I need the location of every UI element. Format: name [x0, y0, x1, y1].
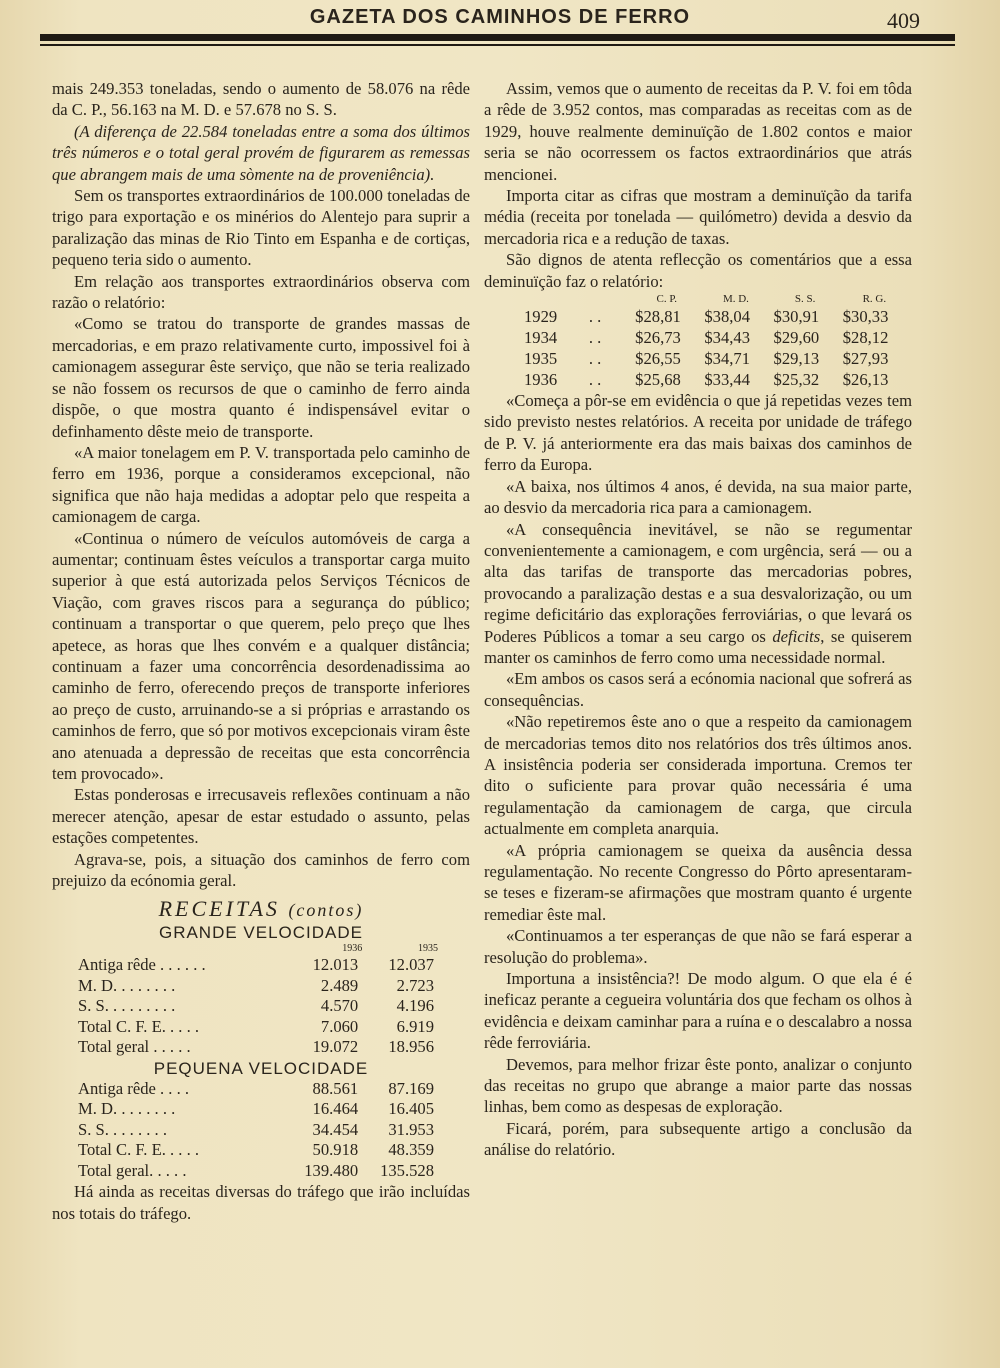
text-run: «A consequência inevitável, se não se regumentar convenientemente a camionagem, e com urgência, será — ou a alta das tarifas de transporte das mercadorias pobres, provocando a paralização destas e a sua desvalorização, ou um regime deficitário das explorações ferroviárias, o que levará os Poderes Públicos a tomar a seu cargo os [484, 519, 912, 646]
row-year: 1934 [524, 328, 558, 348]
table-row [78, 1099, 438, 1120]
pv-heading: PEQUENA VELOCIDADE [153, 1058, 369, 1078]
table-row [78, 996, 438, 1017]
value-ss: $25,32 [773, 370, 820, 390]
page-header [40, 4, 960, 48]
page-number: 409 [887, 8, 920, 33]
paragraph: Agrava-se, pois, a situação dos caminhos de ferro com prejuizo da ecónomia geral. [52, 849, 470, 891]
italic-term: deficits [772, 626, 821, 646]
paragraph: Sem os transportes extraordinários de 100.000 toneladas de trigo para exportação e os minérios do Alentejo para suprir a paralização das minas de Rio Tinto em Espanha e de cortiças, pequeno teria sido o aumento. [52, 186, 470, 270]
paragraph: mais 249.353 toneladas, sendo o aumento de 58.076 na rêde da C. P., 56.163 na M. D. e 57.678 no S. S. [52, 79, 470, 120]
table-row [524, 369, 912, 390]
leader-dots: . . [588, 349, 602, 369]
value-md: $34,71 [704, 349, 750, 369]
value-rg: $28,12 [842, 328, 889, 348]
year-header-row [78, 943, 438, 955]
receitas-unit: (contos) [288, 900, 364, 921]
value-ss: $30,91 [773, 307, 820, 327]
leader-dots: . . [588, 370, 602, 390]
value-ss: $29,60 [773, 328, 820, 348]
table-row [78, 976, 438, 997]
value-md: $33,44 [704, 370, 750, 390]
quote-paragraph: «Em ambos os casos será a ecónomia nacional que sofrerá as consequências. [484, 669, 912, 710]
row-label: Total geral . . . . . [78, 1037, 191, 1057]
table-row [78, 1017, 438, 1038]
table-row [524, 306, 912, 327]
quote-paragraph: «A própria camionagem se queixa da ausência dessa regulamentação. No recente Congresso do Pôrto apresentaram-se teses e fizeram-se afirmações que mostram quanto é urgente remediar êste mal. [484, 840, 912, 924]
table-row [78, 1120, 438, 1141]
year-b: 1935 [418, 943, 438, 955]
value-rg: $26,13 [842, 370, 889, 390]
value-cp: $28,81 [635, 307, 681, 327]
leader-dots: . . [588, 307, 602, 327]
row-label: Total C. F. E. . . . . [78, 1016, 200, 1036]
paragraph: Assim, vemos que o aumento de receitas da P. V. foi em tôda a rêde de 3.952 contos, mas comparadas as receitas com as de 1929, houve realmente deminuïção de 1.802 contos e maior seria se não ocorressem os factos extraordinários que atrás mencionei. [484, 79, 912, 184]
value-1936: 139.480 [304, 1160, 359, 1180]
table-row [78, 1140, 438, 1161]
paragraph: Devemos, para melhor frizar êste ponto, analizar o conjunto das receitas no grupo que abrange a maior parte das nossas linhas, bem como as despesas de exploração. [484, 1054, 912, 1117]
quote-paragraph: «Como se tratou do transporte de grandes massas de mercadorias, e em prazo relativamente curto, impossivel foi à camionagem assegurar êste serviço, que não se teria realizado se não fossem os recursos de que o caminho de ferro ainda dispõe, o que mostra quanto é indispensável evitar o definhamento dêste meio de transporte. [52, 314, 470, 441]
row-year: 1936 [524, 370, 558, 390]
value-1935: 135.528 [380, 1160, 434, 1180]
table-row [78, 1037, 438, 1058]
quote-paragraph: «Continuamos a ter esperanças de que não se fará esperar a resolução do problema». [484, 926, 912, 967]
value-1936: 50.918 [312, 1140, 359, 1160]
table-row [524, 348, 912, 369]
value-1936: 4.570 [320, 996, 359, 1016]
value-md: $34,43 [704, 328, 750, 348]
gv-table [78, 943, 438, 1058]
year-a: 1936 [342, 943, 363, 955]
value-md: $38,04 [704, 307, 750, 327]
value-1936: 19.072 [312, 1037, 359, 1057]
header-rule-thick [40, 34, 955, 41]
row-year: 1935 [524, 349, 558, 369]
pv-table [78, 1079, 438, 1182]
quote-paragraph: «Começa a pôr-se em evidência o que já repetidas vezes tem sido previsto nestes relatórios. A receita por unidade de tráfego de P. V. já anteriormente era das mais baixas dos caminhos de ferro da Europa. [484, 391, 912, 475]
quote-paragraph: «Continua o número de veículos automóveis de carga a aumentar; continuam êstes veículos a transportar carga muito superior à que está autorizada pelos Serviços Técnicos de Viação, com graves riscos para a segurança do público; continuam a transportar o que querem, pelo preço que lhes apetece, as horas que lhes convém e a qualquer distância; continuam a fazer uma concorrência desordenadissima ao caminho de ferro, oferecendo preços de transporte inferiores ao preço de custo, arruinando-se a si próprias e arrastando os caminhos de ferro, que só por motivos excepcionais viram êste ano atenuada a depressão de receitas que esta concorrência tem provocado». [52, 528, 470, 783]
quote-paragraph [484, 519, 912, 669]
table-row [524, 327, 912, 348]
paragraph: São dignos de atenta reflecção os comentários que a essa deminuïção faz o relatório: [484, 250, 912, 291]
value-1936: 16.464 [312, 1099, 359, 1119]
gv-heading: GRANDE VELOCIDADE [158, 923, 364, 943]
row-year: 1929 [524, 307, 558, 327]
paragraph-note: (A diferença de 22.584 toneladas entre a soma dos últimos três números e o total geral provém de figurarem as remessas que abrangem mais de uma sòmente na de proveniência). [52, 121, 470, 184]
receitas-heading [52, 897, 470, 922]
row-label: M. D. . . . . . . . [78, 975, 176, 995]
value-cp: $26,55 [635, 349, 681, 369]
quote-paragraph: «Não repetiremos êste ano o que a respeito da camionagem de mercadorias temos dito nos relatórios dos três últimos anos. A insistência poderia ser considerada importuna. Cremos ter dito o suficiente para provar quão necessária é uma regulamentação da camionagem de carga, que circula actualmente em completa anarquia. [484, 712, 912, 839]
tariff-header-row [524, 292, 912, 306]
right-column [484, 78, 912, 1161]
leader-dots: . . [588, 328, 602, 348]
row-label: S. S. . . . . . . . . [78, 996, 176, 1016]
row-label: S. S. . . . . . . . [78, 1119, 167, 1139]
paragraph: Importuna a insistência?! De modo algum. O que ela é é ineficaz perante a cegueira voluntária dos que fecham os olhos à evidência e deixam caminhar para a ruína e o descalabro a nossa rêde ferroviária. [484, 969, 913, 1053]
value-1936: 88.561 [312, 1078, 359, 1098]
receitas-title: RECEITAS [158, 896, 280, 922]
value-1935: 6.919 [396, 1016, 434, 1036]
text-run: , se quiserem manter os caminhos de ferro como uma necessidade normal. [484, 626, 912, 667]
value-rg: $27,93 [842, 349, 889, 369]
left-column [52, 78, 470, 1224]
value-1935: 87.169 [388, 1078, 434, 1098]
col-cp: C. P. [656, 293, 678, 306]
value-1935: 12.037 [388, 955, 434, 975]
quote-paragraph: «A baixa, nos últimos 4 anos, é devida, na sua maior parte, ao desvio da mercadoria rica para a camionagem. [484, 476, 912, 518]
value-cp: $25,68 [635, 370, 681, 390]
col-ss: S. S. [794, 293, 816, 306]
header-rule-thin [40, 44, 955, 46]
row-label: M. D. . . . . . . . [78, 1099, 176, 1119]
tariff-table [524, 292, 912, 390]
table-row [78, 1161, 438, 1182]
value-1936: 7.060 [320, 1016, 359, 1036]
value-1935: 31.953 [388, 1119, 434, 1139]
value-ss: $29,13 [773, 349, 820, 369]
col-md: M. D. [722, 293, 749, 306]
value-1936: 12.013 [312, 955, 359, 975]
value-1936: 2.489 [320, 975, 359, 995]
value-1935: 4.196 [396, 996, 434, 1016]
paragraph: Estas ponderosas e irrecusaveis reflexões continuam a não merecer atenção, apesar de estar estudado o assunto, pelas estações competentes. [52, 785, 470, 848]
value-1936: 34.454 [312, 1119, 359, 1139]
table-row [78, 955, 438, 976]
journal-title: GAZETA DOS CAMINHOS DE FERRO [309, 6, 691, 28]
value-1935: 2.723 [396, 975, 434, 995]
col-rg: R. G. [862, 293, 887, 306]
table-row [78, 1079, 438, 1100]
paragraph: Importa citar as cifras que mostram a deminuïção da tarifa média (receita por tonelada — quilómetro) devida a desvio da mercadoria rica e a redução de taxas. [484, 186, 912, 248]
row-label: Total C. F. E. . . . . [78, 1140, 200, 1160]
value-rg: $30,33 [842, 307, 889, 327]
value-1935: 18.956 [388, 1037, 434, 1057]
value-cp: $26,73 [635, 328, 681, 348]
value-1935: 48.359 [388, 1140, 434, 1160]
paragraph: Há ainda as receitas diversas do tráfego que irão incluídas nos totais do tráfego. [52, 1182, 470, 1223]
paragraph: Ficará, porém, para subsequente artigo a conclusão da análise do relatório. [484, 1118, 912, 1160]
row-label: Antiga rêde . . . . . . [78, 955, 206, 975]
value-1935: 16.405 [388, 1099, 434, 1119]
quote-paragraph: «A maior tonelagem em P. V. transportada pelo caminho de ferro em 1936, porque a consideramos excepcional, não significa que não haja medidas a adoptar pelo que respeita a camionagem de carga. [52, 442, 470, 527]
paragraph: Em relação aos transportes extraordinários observa com razão o relatório: [52, 271, 470, 313]
row-label: Antiga rêde . . . . [78, 1078, 190, 1098]
row-label: Total geral. . . . . [78, 1160, 187, 1180]
